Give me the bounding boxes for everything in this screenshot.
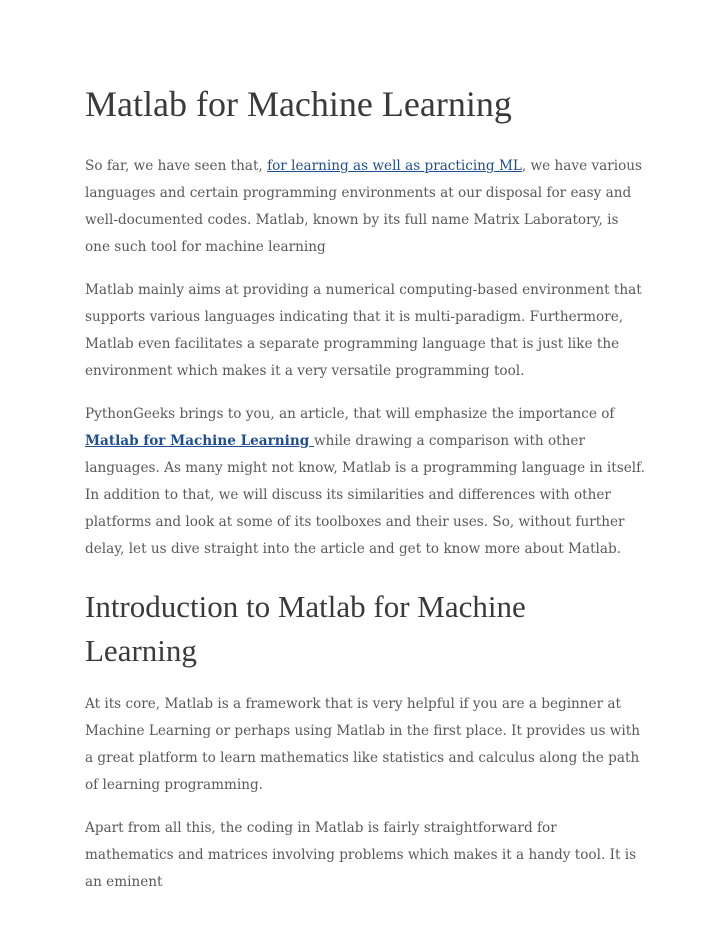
article-body [85,78,645,912]
paragraph-pythongeeks-text-end: while drawing a comparison with other languages. As many might not know, Matlab is a programming language in itself. In addition to that, we will discuss its similarities and differences with other platforms and look at some of its toolboxes and their uses. So, without further delay, let us dive straight into the article and get to know more about Matlab. [85,433,645,557]
page-title: Matlab for Machine Learning [85,84,512,124]
paragraph-pythongeeks-text-start: PythonGeeks brings to you, an article, that will emphasize the importance of [85,406,615,422]
paragraph-pythongeeks [85,401,645,563]
paragraph-intro-text-end: , we have various languages and certain programming environments at our disposal for easy and well-documented codes. Matlab, known by its full name Matrix Laboratory, is one such tool for machine learning [85,158,642,255]
paragraph-intro [85,153,645,261]
paragraph-core: At its core, Matlab is a framework that is very helpful if you are a beginner at Machine Learning or perhaps using Matlab in the first place. It provides us with a great platform to learn mathematics like statistics and calculus along the path of learning programming. [85,696,640,793]
matlab-for-ml-link[interactable]: Matlab for Machine Learning [85,433,314,449]
paragraph-coding: Apart from all this, the coding in Matlab is fairly straightforward for mathematics and matrices involving problems which makes it a handy tool. It is an eminent [85,820,637,890]
section-heading-introduction: Introduction to Matlab for Machine Learning [85,589,526,668]
paragraph-intro-text-start: So far, we have seen that, [85,158,268,174]
learning-practicing-ml-link[interactable]: for learning as well as practicing ML [267,158,522,174]
paragraph-matlab-aims: Matlab mainly aims at providing a numerical computing-based environment that supports various languages indicating that it is multi-paradigm. Furthermore, Matlab even facilitates a separate programming language that is just like the environment which makes it a very versatile programming tool. [85,282,642,379]
